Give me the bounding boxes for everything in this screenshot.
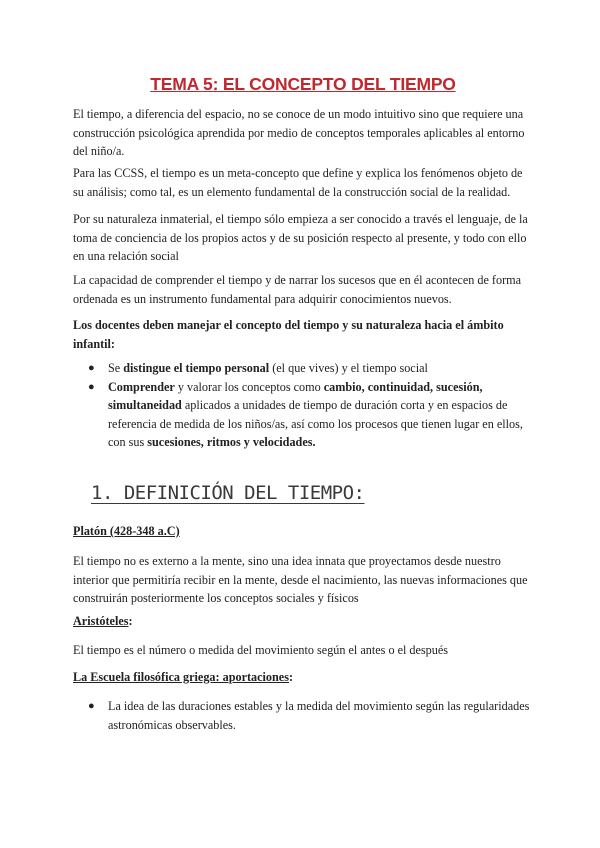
heading-colon: : [128,614,133,628]
intro-paragraph-2: Para las CCSS, el tiempo es un meta-concepto que define y explica los fenómenos objeto de su análisis; como tal, es un elemento fundamental de la construcción social de la realidad. [73,166,523,199]
intro-paragraph-3: Por su naturaleza inmaterial, el tiempo sólo empieza a ser conocido a través el lenguaje, de la toma de conciencia de los propios actos y de su posición respecto al presente, y todo con ello en una relación social [73,212,528,263]
text-run-bold: Comprender [108,379,175,394]
bullet-icon: ● [88,362,95,374]
escuela-heading: La Escuela filosófica griega: aportaciones [73,670,289,684]
docentes-heading: Los docentes deben manejar el concepto del tiempo y su naturaleza hacia el ámbito infantil: [73,318,504,351]
list-item [73,697,533,734]
aristoteles-heading-line [73,612,533,631]
text-run: aplicados a unidades de tiempo de duración corta y en espacios de referencia de medida de los niños/as, así como los procesos que tienen lugar en ellos, con sus [108,398,523,449]
escuela-list [73,697,533,734]
bullet-icon: ● [88,380,95,393]
aristoteles-heading: Aristóteles [73,614,129,628]
page-title: TEMA 5: EL CONCEPTO DEL TIEMPO [150,74,456,94]
escuela-heading-line [73,668,533,687]
text-run: (el que vives) y el tiempo social [269,361,428,375]
bullet-icon: ● [88,700,95,712]
list-item [73,378,533,452]
platon-heading: Platón (428-348 a.C) [73,524,180,538]
intro-paragraph-1: El tiempo, a diferencia del espacio, no se conoce de un modo intuitivo sino que requiere una construcción psicológica aprendida por medio de conceptos temporales aplicables al entorno del niño/a. [73,107,525,158]
docentes-list [73,359,533,452]
text-run: Se [108,361,124,375]
text-run-bold: sucesiones, ritmos y velocidades. [147,435,316,449]
text-run-bold: distingue el tiempo personal [123,361,270,375]
intro-paragraph-4: La capacidad de comprender el tiempo y de narrar los sucesos que en él acontecen de forma ordenada es un instrumento fundamental para adquirir conocimientos nuevos. [73,273,522,306]
platon-paragraph: El tiempo no es externo a la mente, sino una idea innata que proyectamos desde nuestro interior que permitiría recibir en la mente, desde el nacimiento, las nuevas informaciones que construirán posteriormente los conceptos sociales y físicos [73,554,528,605]
list-item [73,359,533,378]
aristoteles-paragraph: El tiempo es el número o medida del movimiento según el antes o el después [73,643,449,657]
text-run: y valorar los conceptos como [174,379,324,394]
section-heading-definicion: 1. DEFINICIÓN DEL TIEMPO: [91,482,365,504]
text-run: La idea de las duraciones estables y la medida del movimiento según las regularidades astronómicas observables. [108,699,530,732]
text-run-bold: cambio, continuidad, sucesión, simultaneidad [108,379,483,412]
heading-colon: : [288,670,294,684]
